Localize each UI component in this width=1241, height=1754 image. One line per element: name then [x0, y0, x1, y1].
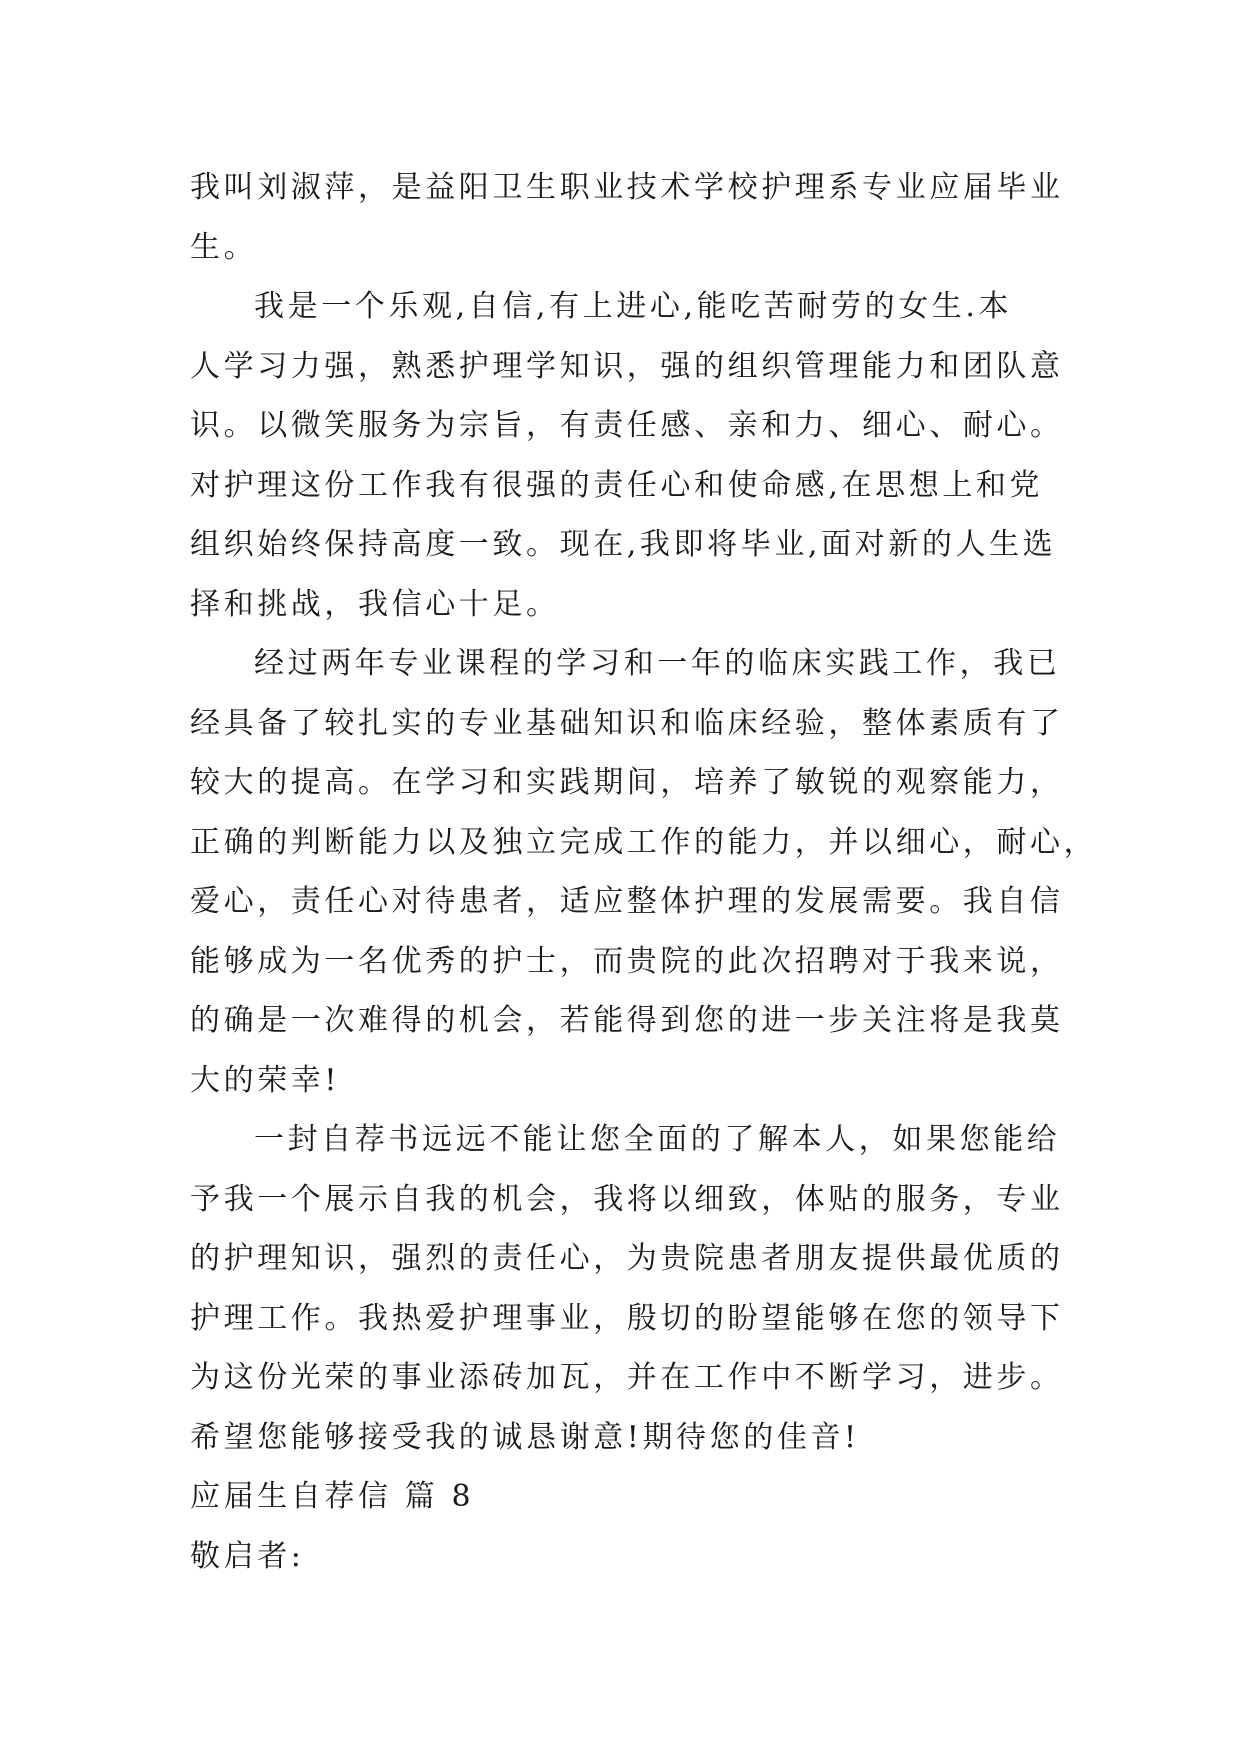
- section-heading: 应届生自荐信 篇 8: [190, 1479, 475, 1514]
- text-line: 识。以微笑服务为宗旨，有责任感、亲和力、细心、耐心。: [190, 408, 1064, 443]
- text-line: 的确是一次难得的机会，若能得到您的进一步关注将是我莫: [190, 1003, 1064, 1038]
- text-line: 能够成为一名优秀的护士，而贵院的此次招聘对于我来说，: [190, 943, 1064, 979]
- text-line: 予我一个展示自我的机会，我将以细致，体贴的服务，专业: [190, 1181, 1064, 1217]
- text-line: 希望您能够接受我的诚恳谢意!期待您的佳音!: [190, 1419, 860, 1455]
- text-line: 的护理知识，强烈的责任心，为贵院患者朋友提供最优质的: [190, 1241, 1064, 1276]
- text-line: 为这份光荣的事业添砖加瓦，并在工作中不断学习，进步。: [190, 1360, 1064, 1395]
- text-line: 对护理这份工作我有很强的责任心和使命感,在思想上和党: [190, 467, 1044, 503]
- text-line: 爱心，责任心对待患者，适应整体护理的发展需要。我自信: [190, 884, 1064, 919]
- text-line: 择和挑战，我信心十足。: [190, 586, 560, 622]
- text-line: 生。: [190, 229, 258, 265]
- text-line: 人学习力强，熟悉护理学知识，强的组织管理能力和团队意: [190, 348, 1064, 384]
- paragraph-first-line: 我是一个乐观,自信,有上进心,能吃苦耐劳的女生.本: [254, 289, 1013, 324]
- paragraph-first-line: 一封自荐书远远不能让您全面的了解本人，如果您能给: [254, 1122, 1061, 1157]
- text-line: 我叫刘淑萍，是益阳卫生职业技术学校护理系专业应届毕业: [190, 170, 1064, 205]
- text-line: 较大的提高。在学习和实践期间，培养了敏锐的观察能力，: [190, 765, 1064, 800]
- paragraph-first-line: 经过两年专业课程的学习和一年的临床实践工作，我已: [254, 646, 1061, 681]
- text-line: 护理工作。我热爱护理事业，殷切的盼望能够在您的领导下: [190, 1300, 1064, 1336]
- salutation: 敬启者:: [190, 1538, 305, 1574]
- text-line: 经具备了较扎实的专业基础知识和临床经验，整体素质有了: [190, 705, 1064, 741]
- text-line: 大的荣幸!: [190, 1062, 341, 1098]
- text-line: 组织始终保持高度一致。现在,我即将毕业,面对新的人生选: [190, 527, 1057, 562]
- letter-body: [190, 158, 1098, 1586]
- text-line: 正确的判断能力以及独立完成工作的能力，并以细心，耐心，: [190, 824, 1098, 860]
